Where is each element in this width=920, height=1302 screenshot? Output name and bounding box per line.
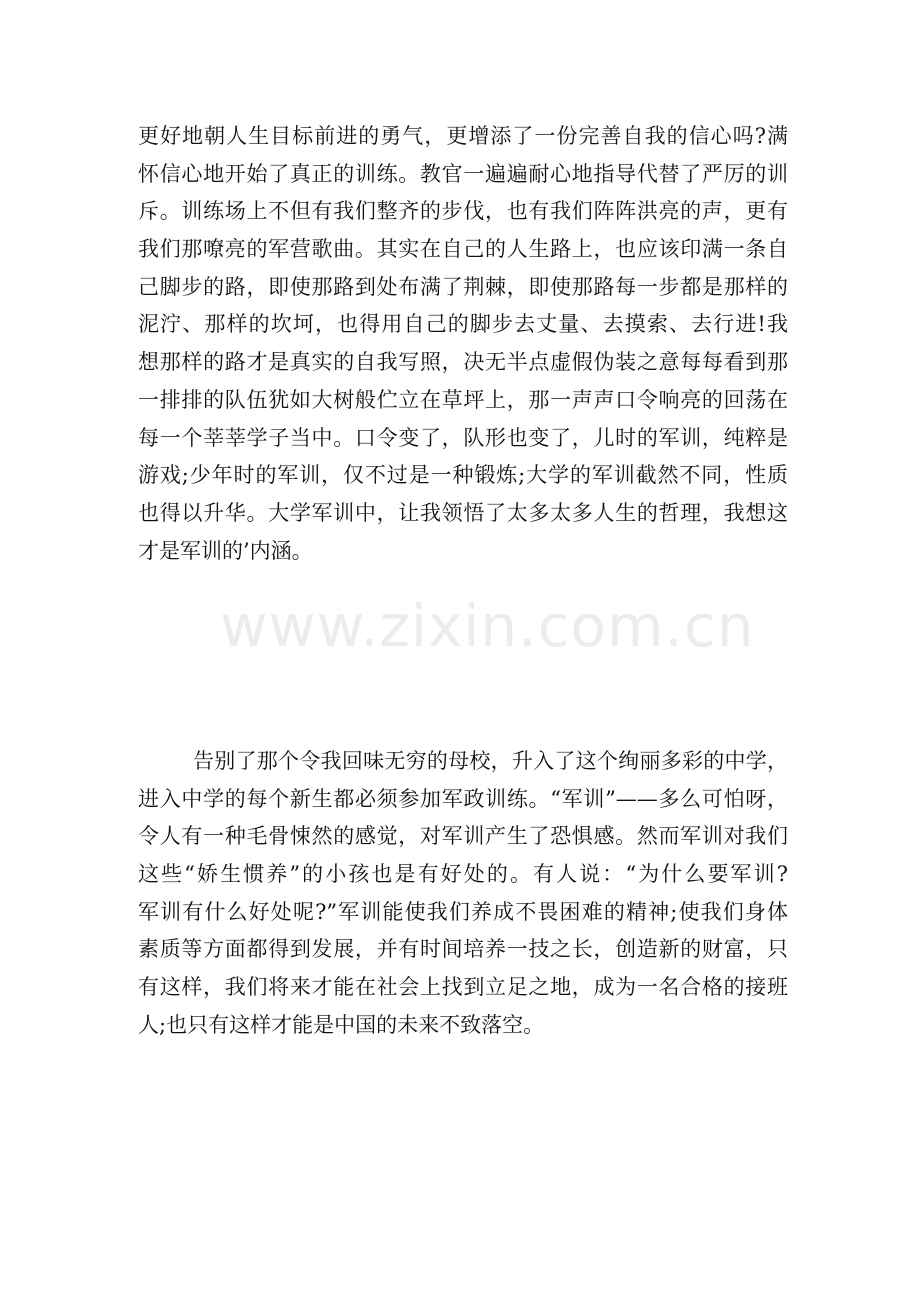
text-line: 人;也只有这样才能是中国的未来不致落空。 [138,1012,545,1037]
text-line: 令人有一种毛骨悚然的感觉，对军训产生了恐惧感。然而军训对我们 [138,824,788,849]
text-line: 也得以升华。大学军训中，让我领悟了太多太多人生的哲理，我想这 [138,500,788,525]
text-line: 才是军训的’内涵。 [138,538,313,563]
text-line: 怀信心地开始了真正的训练。教官一遍遍耐心地指导代替了严厉的训 [138,161,788,186]
text-line: 这些“娇生惯养”的小孩也是有好处的。有人说：“为什么要军训? [138,862,788,887]
text-line: 我们那嘹亮的军营歌曲。其实在自己的人生路上，也应该印满一条自 [138,237,788,262]
text-line: 素质等方面都得到发展，并有时间培养一技之长，创造新的财富，只 [138,937,788,962]
paragraph-1 [138,118,788,570]
text-line: 泥泞、那样的坎坷，也得用自己的脚步去丈量、去摸索、去行进!我 [138,312,788,337]
text-line: 有这样，我们将来才能在社会上找到立足之地，成为一名合格的接班 [138,975,788,1000]
text-line: 游戏;少年时的军训，仅不过是一种锻炼;大学的军训截然不同，性质 [138,463,788,488]
text-line: 进入中学的每个新生都必须参加军政训练。“军训”——多么可怕呀， [138,786,788,811]
text-line: 每一个莘莘学子当中。口令变了，队形也变了，儿时的军训，纯粹是 [138,425,788,450]
text-line: 更好地朝人生目标前进的勇气，更增添了一份完善自我的信心吗?满 [138,124,788,148]
text-line: 一排排的队伍犹如大树般伫立在草坪上，那一声声口令响亮的回荡在 [138,387,788,412]
text-line: 想那样的路才是真实的自我写照，决无半点虚假伪装之意每每看到那 [138,350,788,375]
text-line: 斥。训练场上不但有我们整齐的步伐，也有我们阵阵洪亮的声，更有 [138,199,788,224]
watermark: www.zixin.com.cn [220,592,755,660]
paragraph-2 [138,743,788,1045]
text-line: 军训有什么好处呢?”军训能使我们养成不畏困难的精神;使我们身体 [138,899,788,924]
text-line: 告别了那个令我回味无穷的母校，升入了这个绚丽多彩的中学， [193,749,788,773]
text-line: 己脚步的路，即使那路到处布满了荆棘，即使那路每一步都是那样的 [138,274,788,299]
